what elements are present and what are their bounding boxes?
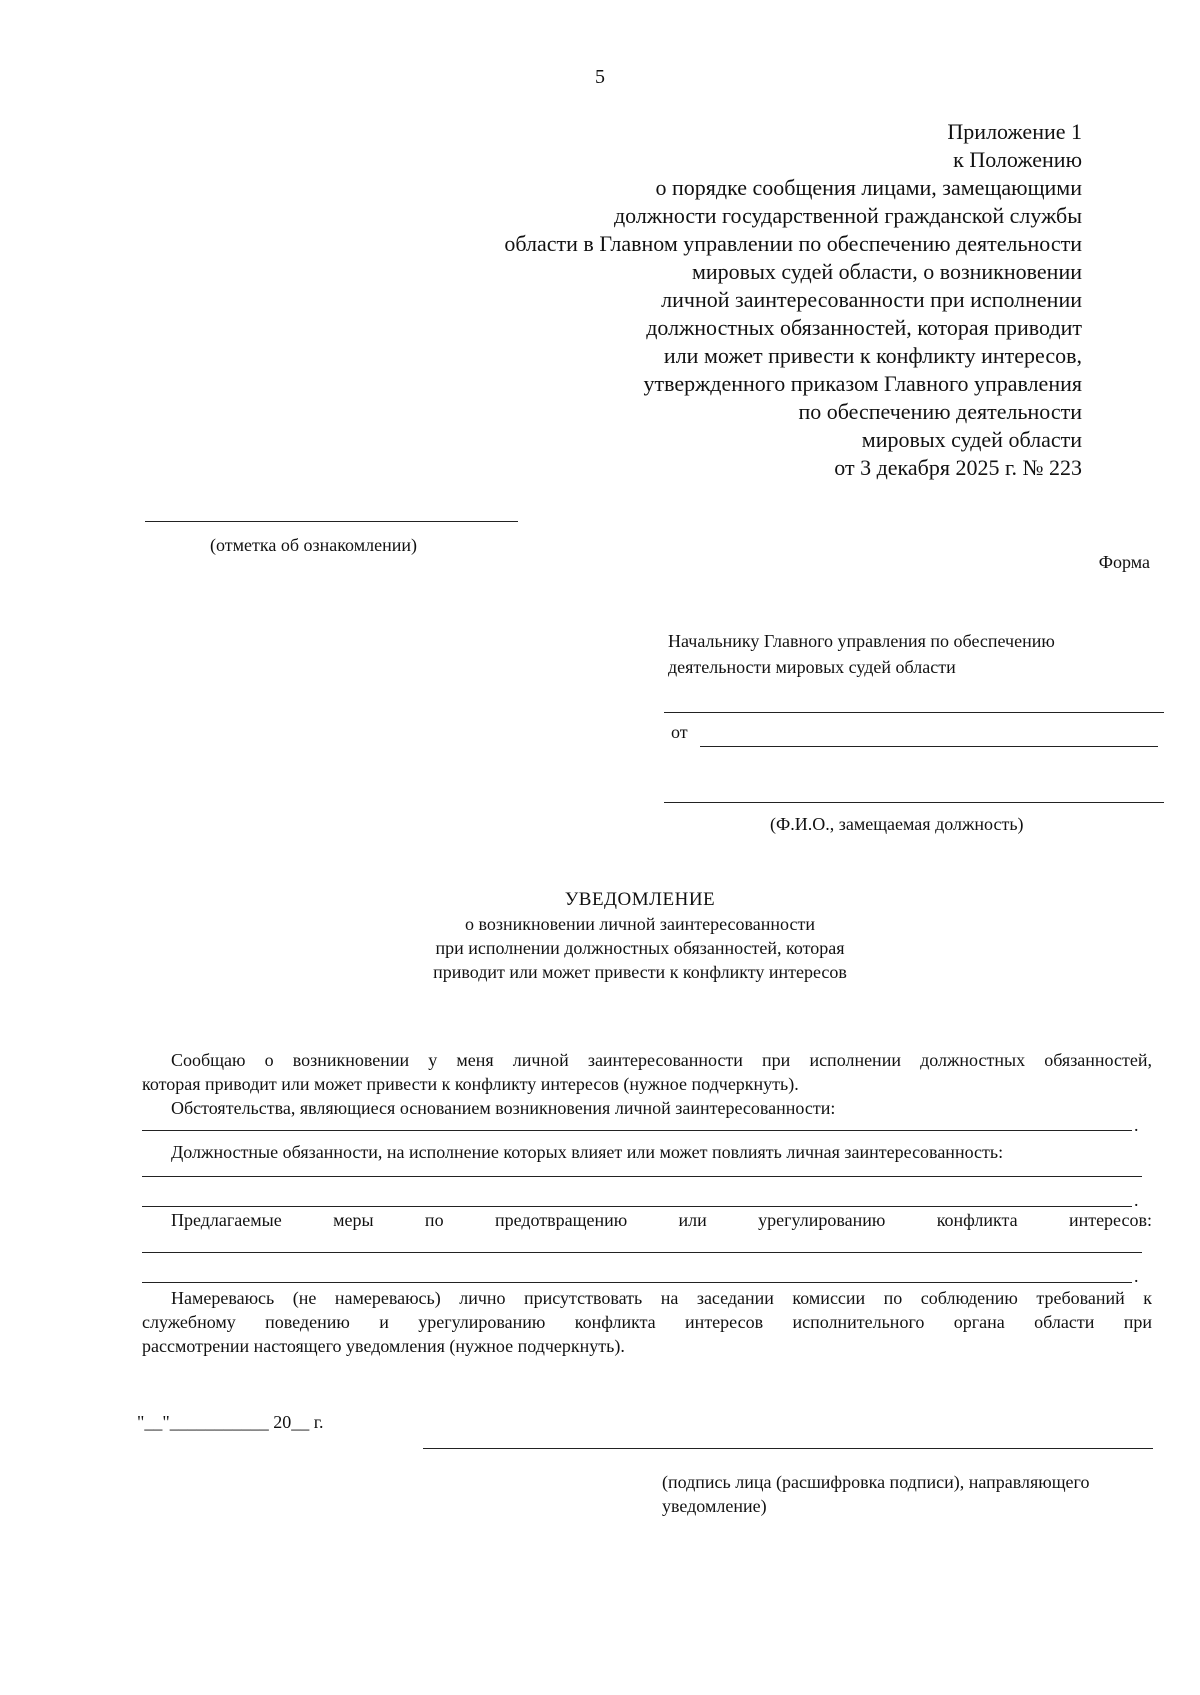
duties-label: Должностные обязанности, на исполнение которых влияет или может повлиять личная заинтересованность:: [171, 1142, 1004, 1162]
acknowledgement-caption: (отметка об ознакомлении): [210, 535, 417, 555]
notice-subtitle-line: о возникновении личной заинтересованности: [465, 914, 815, 934]
duties-blank-line-1: [142, 1176, 1142, 1177]
addressee-line: Начальнику Главного управления по обеспечению: [668, 631, 1055, 651]
body-p1-line2: которая приводит или может привести к конфликту интересов (нужное подчеркнуть).: [142, 1074, 799, 1094]
appendix-line: личной заинтересованности при исполнении: [661, 287, 1082, 312]
period-mark: .: [1134, 1115, 1139, 1135]
addressee-block: [668, 628, 1055, 680]
addressee-blank-line: [664, 712, 1164, 713]
date-line: "__"___________ 20__ г.: [137, 1412, 324, 1432]
appendix-line: мировых судей области: [861, 427, 1082, 452]
appendix-line: о порядке сообщения лицами, замещающими: [655, 175, 1082, 200]
period-mark: .: [1134, 1190, 1139, 1210]
appendix-line: или может привести к конфликту интересов,: [663, 343, 1082, 368]
intend-line1: Намереваюсь (не намереваюсь) лично присутствовать на заседании комиссии по соблюдению требований к: [171, 1288, 1152, 1308]
appendix-header: [382, 118, 1082, 482]
duties-blank-line-2: [142, 1206, 1132, 1207]
acknowledgement-line: [145, 521, 518, 522]
measures-blank-line-2: [142, 1282, 1132, 1283]
measures-blank-line-1: [142, 1252, 1142, 1253]
appendix-line: Приложение 1: [947, 119, 1082, 144]
fio-blank-line: [664, 802, 1164, 803]
signature-line: [423, 1448, 1153, 1449]
intend-line3: рассмотрении настоящего уведомления (нужное подчеркнуть).: [142, 1336, 625, 1356]
circumstances-label: Обстоятельства, являющиеся основанием возникновения личной заинтересованности:: [171, 1098, 836, 1118]
notice-subtitle-line: приводит или может привести к конфликту интересов: [433, 962, 847, 982]
appendix-line: от 3 декабря 2025 г. № 223: [834, 455, 1082, 480]
notice-title: УВЕДОМЛЕНИЕ: [564, 889, 716, 910]
appendix-line: по обеспечению деятельности: [798, 399, 1082, 424]
addressee-line: деятельности мировых судей области: [668, 657, 956, 677]
appendix-line: к Положению: [953, 147, 1082, 172]
notice-title-block: [0, 888, 1200, 984]
appendix-line: должностных обязанностей, которая приводит: [646, 315, 1082, 340]
from-label: от: [671, 722, 688, 742]
form-label: Форма: [1098, 552, 1150, 572]
fio-caption: (Ф.И.О., замещаемая должность): [770, 814, 1024, 834]
signature-caption-line: (подпись лица (расшифровка подписи), направляющего: [662, 1472, 1090, 1492]
appendix-line: утвержденного приказом Главного управления: [643, 371, 1082, 396]
appendix-line: области в Главном управлении по обеспечению деятельности: [504, 231, 1082, 256]
signature-caption-line: уведомление): [662, 1496, 767, 1516]
notice-subtitle-line: при исполнении должностных обязанностей, которая: [435, 938, 845, 958]
appendix-line: мировых судей области, о возникновении: [691, 259, 1082, 284]
from-blank-line: [700, 746, 1158, 747]
measures-label: Предлагаемые меры по предотвращению или урегулированию конфликта интересов:: [171, 1210, 1152, 1230]
intend-line2: служебному поведению и урегулированию конфликта интересов исполнительного органа области при: [142, 1312, 1152, 1332]
body-p1-line1: Сообщаю о возникновении у меня личной заинтересованности при исполнении должностных обязанностей,: [171, 1050, 1152, 1070]
period-mark: .: [1134, 1266, 1139, 1286]
circumstances-blank-line: [142, 1130, 1132, 1131]
page-number: 5: [595, 66, 605, 88]
appendix-line: должности государственной гражданской службы: [613, 203, 1082, 228]
